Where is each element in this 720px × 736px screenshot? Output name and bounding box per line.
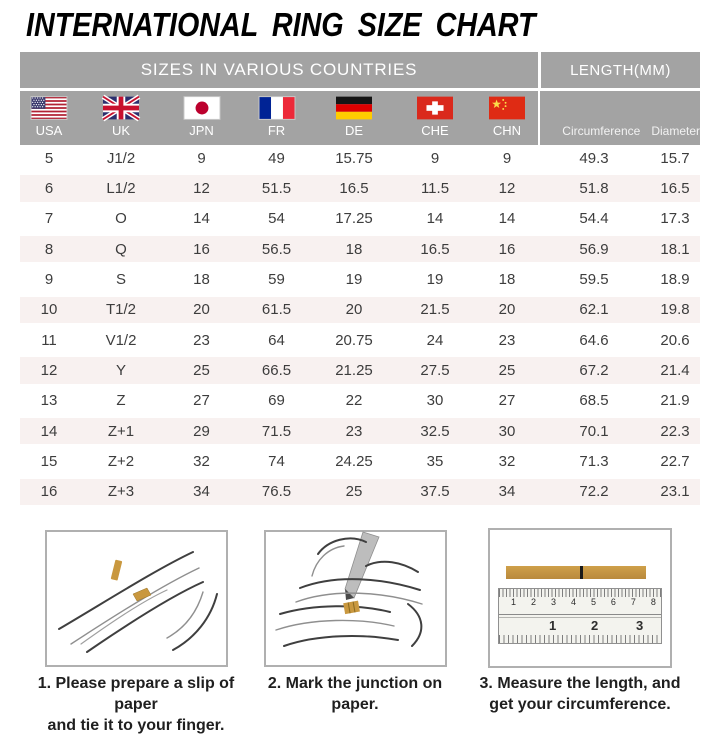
country-header-uk bbox=[78, 91, 164, 145]
table-cell: 16 bbox=[498, 240, 516, 258]
step3-illustration-panel bbox=[488, 528, 672, 668]
sizes-group-header: SIZES IN VARIOUS COUNTRIES bbox=[20, 52, 538, 88]
table-cell: 18 bbox=[345, 240, 363, 258]
page-title: INTERNATIONAL RING SIZE CHART bbox=[26, 6, 536, 43]
table-cell: 61.5 bbox=[261, 301, 292, 319]
table-cell: 49 bbox=[268, 149, 285, 167]
step1-caption-line2: and tie it to your finger. bbox=[47, 717, 225, 734]
table-cell: 69 bbox=[268, 392, 285, 410]
step3-caption bbox=[474, 673, 686, 715]
switzerland-flag-icon bbox=[417, 96, 453, 120]
table-row bbox=[20, 353, 700, 387]
country-label: USA bbox=[35, 123, 63, 138]
table-row bbox=[20, 206, 700, 232]
table-cell: 9 bbox=[502, 149, 512, 167]
table-cell: J1/2 bbox=[106, 149, 136, 167]
uk-flag-icon bbox=[103, 96, 139, 120]
table-cell: 18 bbox=[498, 270, 516, 288]
table-cell: 16 bbox=[40, 483, 58, 501]
country-header-de bbox=[314, 91, 394, 145]
table-cell: 14 bbox=[193, 210, 210, 228]
table-cell: 51.5 bbox=[261, 179, 292, 197]
table-cell: 15 bbox=[40, 452, 58, 470]
ruler-number: 6 bbox=[610, 597, 616, 607]
circumference-header: Circumference bbox=[562, 124, 641, 138]
table-cell: 16.5 bbox=[339, 179, 369, 197]
table-cell: L1/2 bbox=[106, 179, 136, 197]
ruler-number: 1 bbox=[511, 597, 517, 607]
ring-size-table bbox=[20, 52, 700, 509]
table-cell: 23 bbox=[498, 331, 516, 349]
ruler-fine-ticks bbox=[499, 635, 661, 643]
country-header-che bbox=[394, 91, 476, 145]
table-group-header bbox=[20, 52, 700, 88]
table-cell: Z+2 bbox=[107, 452, 135, 470]
step1-caption bbox=[16, 673, 256, 736]
table-cell: 21.9 bbox=[660, 392, 690, 410]
table-cell: 15.7 bbox=[660, 149, 690, 167]
table-cell: Z bbox=[116, 392, 126, 410]
france-flag-icon bbox=[259, 96, 295, 120]
country-header-fr bbox=[239, 91, 314, 145]
table-cell: T1/2 bbox=[105, 301, 136, 319]
table-cell: 27 bbox=[498, 392, 516, 410]
table-cell: 22 bbox=[345, 392, 363, 410]
step1-illustration-panel bbox=[45, 530, 228, 667]
table-cell: 71.3 bbox=[579, 452, 609, 470]
ruler-number: 3 bbox=[636, 618, 644, 633]
ruler-number: 1 bbox=[549, 618, 557, 633]
table-cell: 54 bbox=[268, 210, 285, 228]
table-cell: 20.75 bbox=[335, 331, 373, 349]
japan-flag-icon bbox=[184, 96, 220, 120]
table-cell: 54.4 bbox=[579, 210, 609, 228]
table-row bbox=[20, 388, 700, 414]
table-row bbox=[20, 448, 700, 474]
table-cell: 17.3 bbox=[660, 210, 690, 228]
table-row bbox=[20, 414, 700, 448]
table-cell: 71.5 bbox=[261, 422, 292, 440]
country-header-row bbox=[20, 91, 700, 145]
table-cell: 25 bbox=[498, 361, 516, 379]
ruler-number: 8 bbox=[650, 597, 656, 607]
table-cell: 27 bbox=[193, 392, 210, 410]
ruler-fine-ticks bbox=[499, 589, 661, 597]
table-cell: 27.5 bbox=[420, 361, 450, 379]
table-row bbox=[20, 171, 700, 205]
table-cell: 15.75 bbox=[335, 149, 373, 167]
table-cell: V1/2 bbox=[105, 331, 137, 349]
table-cell: 11 bbox=[41, 331, 57, 349]
country-label: UK bbox=[111, 123, 131, 138]
table-cell: 20 bbox=[345, 301, 363, 319]
table-cell: 14 bbox=[426, 210, 444, 228]
length-group-header: LENGTH(MM) bbox=[541, 52, 700, 88]
paper-strip-illustration bbox=[506, 566, 646, 579]
table-cell: 19 bbox=[426, 270, 444, 288]
table-cell: O bbox=[115, 210, 127, 228]
country-label: JPN bbox=[189, 123, 214, 138]
table-cell: 9 bbox=[197, 149, 206, 167]
table-row bbox=[20, 475, 700, 509]
table-cell: 12 bbox=[40, 361, 58, 379]
country-label: CHE bbox=[421, 123, 449, 138]
table-cell: 56.5 bbox=[261, 240, 292, 258]
table-cell: S bbox=[115, 270, 126, 288]
table-cell: 17.25 bbox=[335, 210, 373, 228]
table-cell: 51.8 bbox=[579, 179, 609, 197]
table-cell: 74 bbox=[268, 452, 285, 470]
table-cell: 59 bbox=[268, 270, 285, 288]
junction-mark bbox=[580, 566, 583, 579]
table-cell: 25 bbox=[193, 361, 210, 379]
table-cell: 21.5 bbox=[420, 301, 450, 319]
table-cell: 22.7 bbox=[660, 452, 690, 470]
table-cell: 62.1 bbox=[579, 301, 609, 319]
table-cell: 32.5 bbox=[420, 422, 450, 440]
table-cell: Z+3 bbox=[107, 483, 135, 501]
ruler-illustration bbox=[498, 588, 662, 644]
table-cell: 10 bbox=[40, 301, 58, 319]
pen-marking-paper-illustration bbox=[266, 532, 445, 665]
table-cell: 18.1 bbox=[660, 240, 690, 258]
table-cell: 16.5 bbox=[420, 240, 450, 258]
table-cell: 29 bbox=[193, 422, 210, 440]
step3-caption-line2: get your circumference. bbox=[489, 696, 671, 713]
table-cell: 30 bbox=[498, 422, 516, 440]
ruler-divider-line bbox=[499, 614, 661, 615]
table-cell: Y bbox=[115, 361, 126, 379]
table-cell: 16 bbox=[193, 240, 210, 258]
ruler-top-scale bbox=[511, 597, 656, 607]
table-cell: 68.5 bbox=[579, 392, 609, 410]
step2-caption bbox=[246, 673, 464, 715]
table-cell: 35 bbox=[426, 452, 444, 470]
table-cell: 19 bbox=[345, 270, 363, 288]
table-cell: 20.6 bbox=[660, 331, 690, 349]
table-cell: 12 bbox=[193, 179, 210, 197]
germany-flag-icon bbox=[336, 96, 372, 120]
country-cells bbox=[20, 91, 538, 145]
ruler-number: 4 bbox=[570, 597, 576, 607]
table-cell: 14 bbox=[40, 422, 58, 440]
table-cell: 66.5 bbox=[261, 361, 292, 379]
usa-flag-icon bbox=[31, 96, 67, 120]
table-cell: 7 bbox=[44, 210, 54, 228]
table-cell: 23 bbox=[345, 422, 363, 440]
ruler-number: 5 bbox=[590, 597, 596, 607]
table-cell: 14 bbox=[498, 210, 516, 228]
table-row bbox=[20, 145, 700, 171]
table-cell: 56.9 bbox=[579, 240, 609, 258]
table-cell: 64.6 bbox=[579, 331, 609, 349]
ruler-number: 2 bbox=[530, 597, 536, 607]
size-table-body bbox=[20, 145, 700, 509]
step2-caption-line1: 2. Mark the junction on paper. bbox=[267, 675, 443, 713]
table-cell: 18.9 bbox=[660, 270, 690, 288]
table-cell: 12 bbox=[498, 179, 516, 197]
table-cell: 37.5 bbox=[420, 483, 450, 501]
table-cell: 64 bbox=[268, 331, 285, 349]
country-header-usa bbox=[20, 91, 78, 145]
step3-caption-line1: 3. Measure the length, and bbox=[479, 675, 681, 692]
table-cell: 25 bbox=[345, 483, 363, 501]
table-cell: 22.3 bbox=[660, 422, 690, 440]
table-cell: 32 bbox=[193, 452, 210, 470]
table-row bbox=[20, 327, 700, 353]
table-cell: 72.2 bbox=[579, 483, 609, 501]
table-cell: Z+1 bbox=[107, 422, 135, 440]
table-cell: 23.1 bbox=[660, 483, 690, 501]
table-cell: 19.8 bbox=[660, 301, 690, 319]
step2-illustration-panel bbox=[264, 530, 447, 667]
table-cell: 32 bbox=[498, 452, 516, 470]
table-cell: Q bbox=[115, 240, 127, 258]
table-cell: 34 bbox=[193, 483, 210, 501]
country-label: CHN bbox=[492, 123, 522, 138]
table-cell: 24 bbox=[426, 331, 444, 349]
hand-with-paper-strip-illustration bbox=[47, 532, 226, 665]
table-cell: 21.25 bbox=[335, 361, 373, 379]
diameter-header: Diameter bbox=[651, 124, 700, 138]
china-flag-icon bbox=[489, 96, 525, 120]
table-cell: 70.1 bbox=[579, 422, 609, 440]
table-cell: 11.5 bbox=[420, 179, 450, 197]
table-cell: 23 bbox=[193, 331, 210, 349]
table-cell: 59.5 bbox=[579, 270, 609, 288]
ruler-number: 3 bbox=[550, 597, 556, 607]
country-label: FR bbox=[267, 123, 286, 138]
table-cell: 9 bbox=[430, 149, 440, 167]
table-cell: 8 bbox=[44, 240, 54, 258]
table-cell: 5 bbox=[44, 149, 54, 167]
table-row bbox=[20, 293, 700, 327]
step1-caption-line1: 1. Please prepare a slip of paper bbox=[37, 675, 235, 713]
table-row bbox=[20, 232, 700, 266]
table-cell: 76.5 bbox=[261, 483, 292, 501]
table-cell: 30 bbox=[426, 392, 444, 410]
table-cell: 13 bbox=[40, 392, 58, 410]
table-cell: 67.2 bbox=[579, 361, 609, 379]
table-cell: 49.3 bbox=[579, 149, 609, 167]
table-cell: 21.4 bbox=[660, 361, 690, 379]
table-cell: 9 bbox=[44, 270, 54, 288]
table-cell: 16.5 bbox=[660, 179, 690, 197]
table-cell: 24.25 bbox=[335, 452, 373, 470]
table-cell: 18 bbox=[193, 270, 210, 288]
country-header-chn bbox=[476, 91, 538, 145]
table-cell: 20 bbox=[498, 301, 516, 319]
table-row bbox=[20, 266, 700, 292]
country-header-jpn bbox=[164, 91, 239, 145]
table-cell: 20 bbox=[193, 301, 210, 319]
length-header-cell bbox=[540, 91, 700, 145]
table-cell: 34 bbox=[498, 483, 516, 501]
ruler-number: 2 bbox=[591, 618, 599, 633]
table-cell: 6 bbox=[44, 179, 54, 197]
country-label: DE bbox=[344, 123, 364, 138]
ruler-number: 7 bbox=[630, 597, 636, 607]
